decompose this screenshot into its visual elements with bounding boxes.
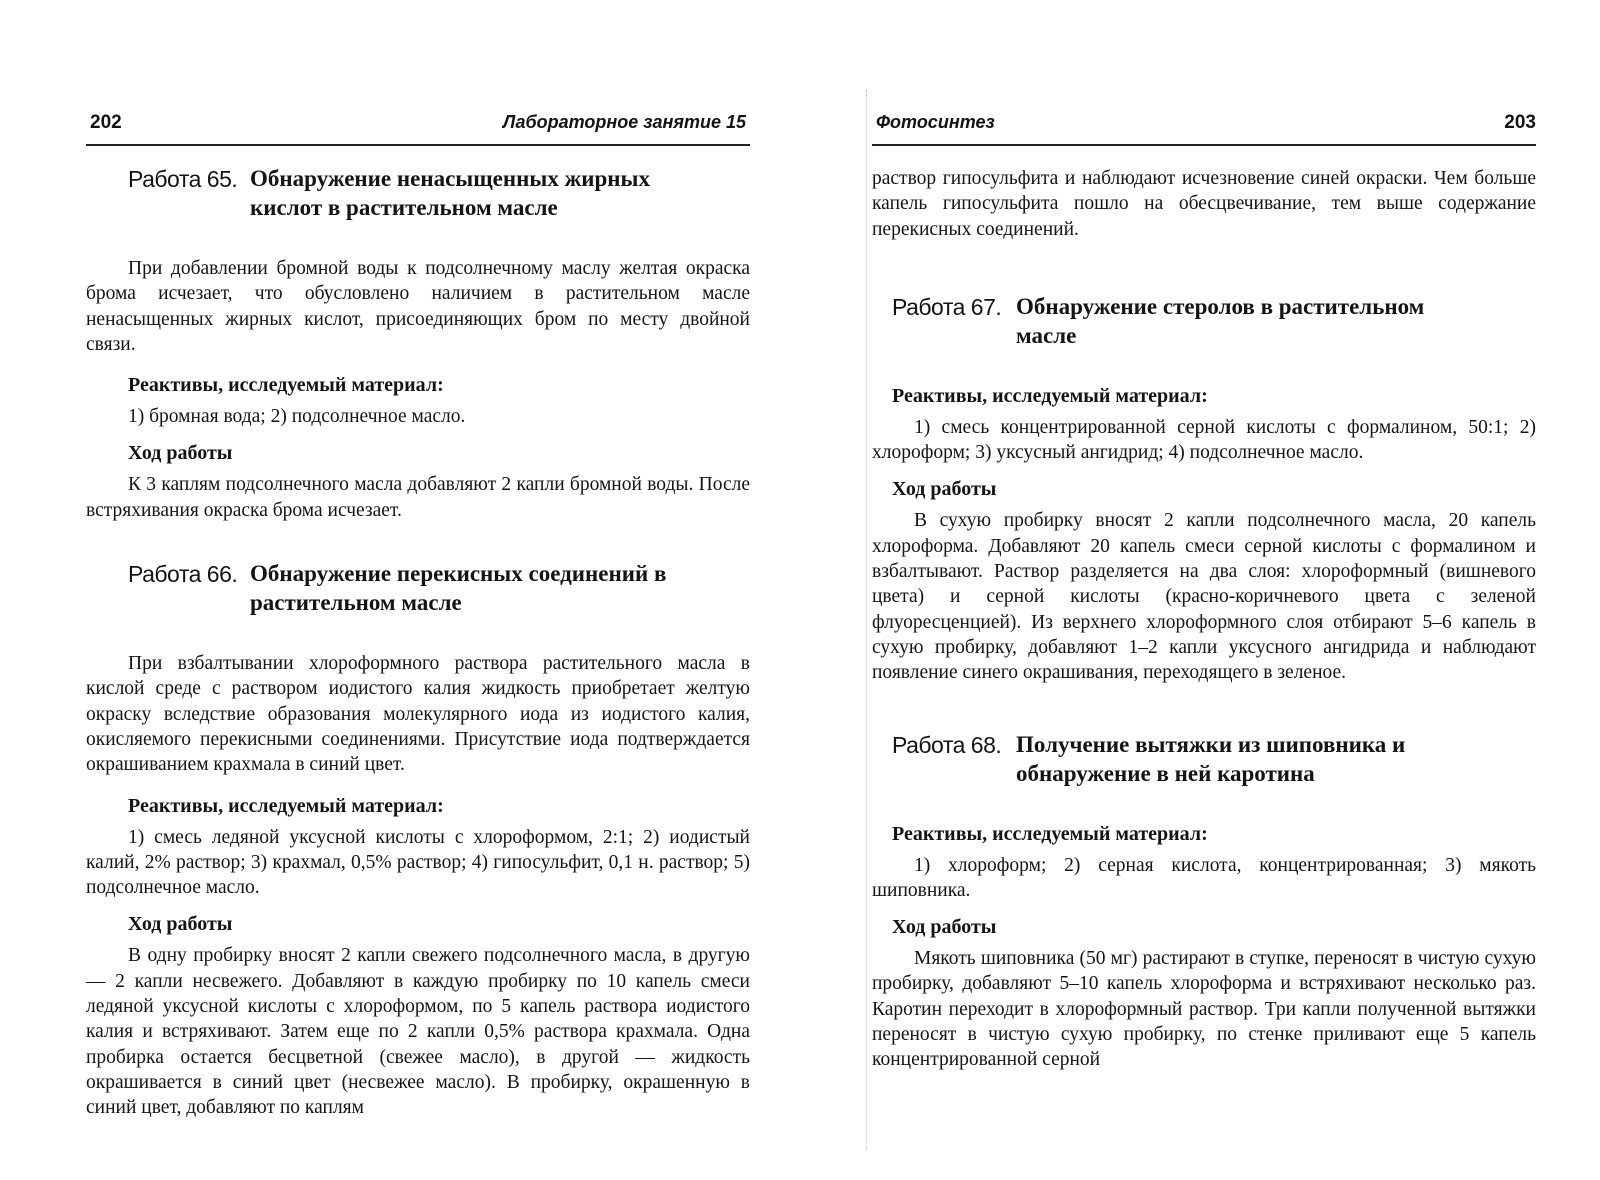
reagents-text: 1) смесь концентрированной серной кислоты с формалином, 50:1; 2) хлороформ; 3) уксусный ангидрид; 4) подсолнечное масло.	[872, 416, 1536, 464]
work-label: Работа 67.	[892, 293, 1002, 320]
reagents-text: 1) хлороформ; 2) серная кислота, концентрированная; 3) мякоть шиповника.	[872, 854, 1536, 901]
procedure-text: К 3 каплям подсолнечного масла добавляют 2 капли бромной воды. После встряхивания окраска брома исчезает.	[86, 474, 750, 521]
procedure-heading: Ход работы	[128, 442, 233, 465]
work-title: Обнаружение ненасыщенных жирных кислот в растительном масле	[250, 166, 651, 220]
work-67-heading	[892, 292, 1536, 350]
work-68-heading	[892, 730, 1536, 788]
work-label: Работа 68.	[892, 731, 1002, 758]
work-65-intro: При добавлении бромной воды к подсолнечному маслу желтая окраска брома исчезает, что обусловлено наличием в растительном масле ненасыщенных жирных кислот, присоединяющих бром по месту двойной связи.	[86, 258, 750, 355]
header-rule	[872, 144, 1536, 146]
reagents-text: 1) бромная вода; 2) подсолнечное масло.	[128, 406, 466, 428]
continuation-text: раствор гипосульфита и наблюдают исчезновение синей окраски. Чем больше капель гипосульфита пошло на обесцвечивание, тем выше содержание перекисных соединений.	[872, 168, 1536, 240]
reagents-text: 1) смесь ледяной уксусной кислоты с хлороформом, 2:1; 2) иодистый калий, 2% раствор; 3) крахмал, 0,5% раствор; 4) гипосульфит, 0,1 н. раствор; 5) подсолнечное масло.	[86, 826, 750, 899]
reagents-heading: Реактивы, исследуемый материал:	[128, 374, 444, 397]
work-title: Обнаружение перекисных соединений в растительном масле	[250, 561, 667, 616]
section-gap	[86, 523, 750, 559]
procedure-heading: Ход работы	[128, 913, 233, 936]
header-rule	[86, 144, 750, 146]
procedure-heading: Ход работы	[892, 478, 997, 501]
page-number: 202	[90, 112, 122, 133]
section-gap	[872, 686, 1536, 730]
procedure-text: В сухую пробирку вносят 2 капли подсолнечного масла, 20 капель хлороформа. Добавляют 20 капель смеси серной кислоты с формалином и взбалтывают. Раствор разделяется на два слоя: хлороформный (вишневого цвета) и серной кислоты (красно-коричневого цвета с зеленой флуоресценцией). Из верхнего хлороформного слоя отбирают 5–6 капель в сухую пробирку, добавляют 1–2 капли уксусного ангидрида и наблюдают появление синего окрашивания, переходящего в зеленое.	[872, 510, 1536, 684]
left-page-body	[86, 164, 750, 1121]
procedure-heading: Ход работы	[892, 916, 997, 939]
work-65-heading	[128, 164, 750, 222]
section-gap	[872, 242, 1536, 292]
running-title: Фотосинтез	[876, 112, 995, 132]
left-page	[86, 0, 750, 1180]
work-66-intro: При взбалтывании хлороформного раствора растительного масла в кислой среде с раствором иодистого калия жидкость приобретает желтую окраску вследствие образования молекулярного иода из иодистого калия, окисляемого перекисными соединениями. Присутствие иода подтверждается окрашиванием крахмала в синий цвет.	[86, 653, 750, 776]
left-running-head	[86, 108, 750, 138]
work-title: Получение вытяжки из шиповника и обнаружение в ней каротина	[1016, 731, 1406, 786]
right-page	[872, 0, 1536, 1180]
page-number: 203	[1504, 112, 1536, 133]
work-label: Работа 65.	[128, 166, 238, 192]
work-title: Обнаружение стеролов в растительном масле	[1016, 293, 1425, 348]
work-66-heading	[128, 559, 750, 617]
reagents-heading: Реактивы, исследуемый материал:	[128, 794, 444, 817]
reagents-heading: Реактивы, исследуемый материал:	[892, 822, 1208, 845]
right-page-body	[872, 166, 1536, 1073]
running-title: Лабораторное занятие 15	[502, 112, 746, 132]
book-gutter	[866, 90, 868, 1150]
right-running-head	[872, 108, 1536, 138]
procedure-text: В одну пробирку вносят 2 капли свежего подсолнечного масла, в другую — 2 капли несвежего. Добавляют в каждую пробирку по 10 капель смеси ледяной уксусной кислоты с хлороформом, по 5 капель раствора иодистого калия и встряхивают. Затем еще по 2 капли 0,5% раствора крахмала. Одна пробирка остается бесцветной (свежее масло), в другой — жидкость окрашивается в синий цвет (несвежее масло). В пробирку, окрашенную в синий цвет, добавляют по каплям	[86, 945, 750, 1119]
work-label: Работа 66.	[128, 561, 238, 588]
reagents-heading: Реактивы, исследуемый материал:	[892, 384, 1208, 407]
procedure-text: Мякоть шиповника (50 мг) растирают в ступке, переносят в чистую сухую пробирку, добавляют 5–10 капель хлороформа и встряхивают несколько раз. Каротин переходит в хлороформный раствор. Три капли полученной вытяжки переносят в чистую сухую пробирку, по стенке приливают еще 5 капель концентрированной серной	[872, 948, 1536, 1071]
